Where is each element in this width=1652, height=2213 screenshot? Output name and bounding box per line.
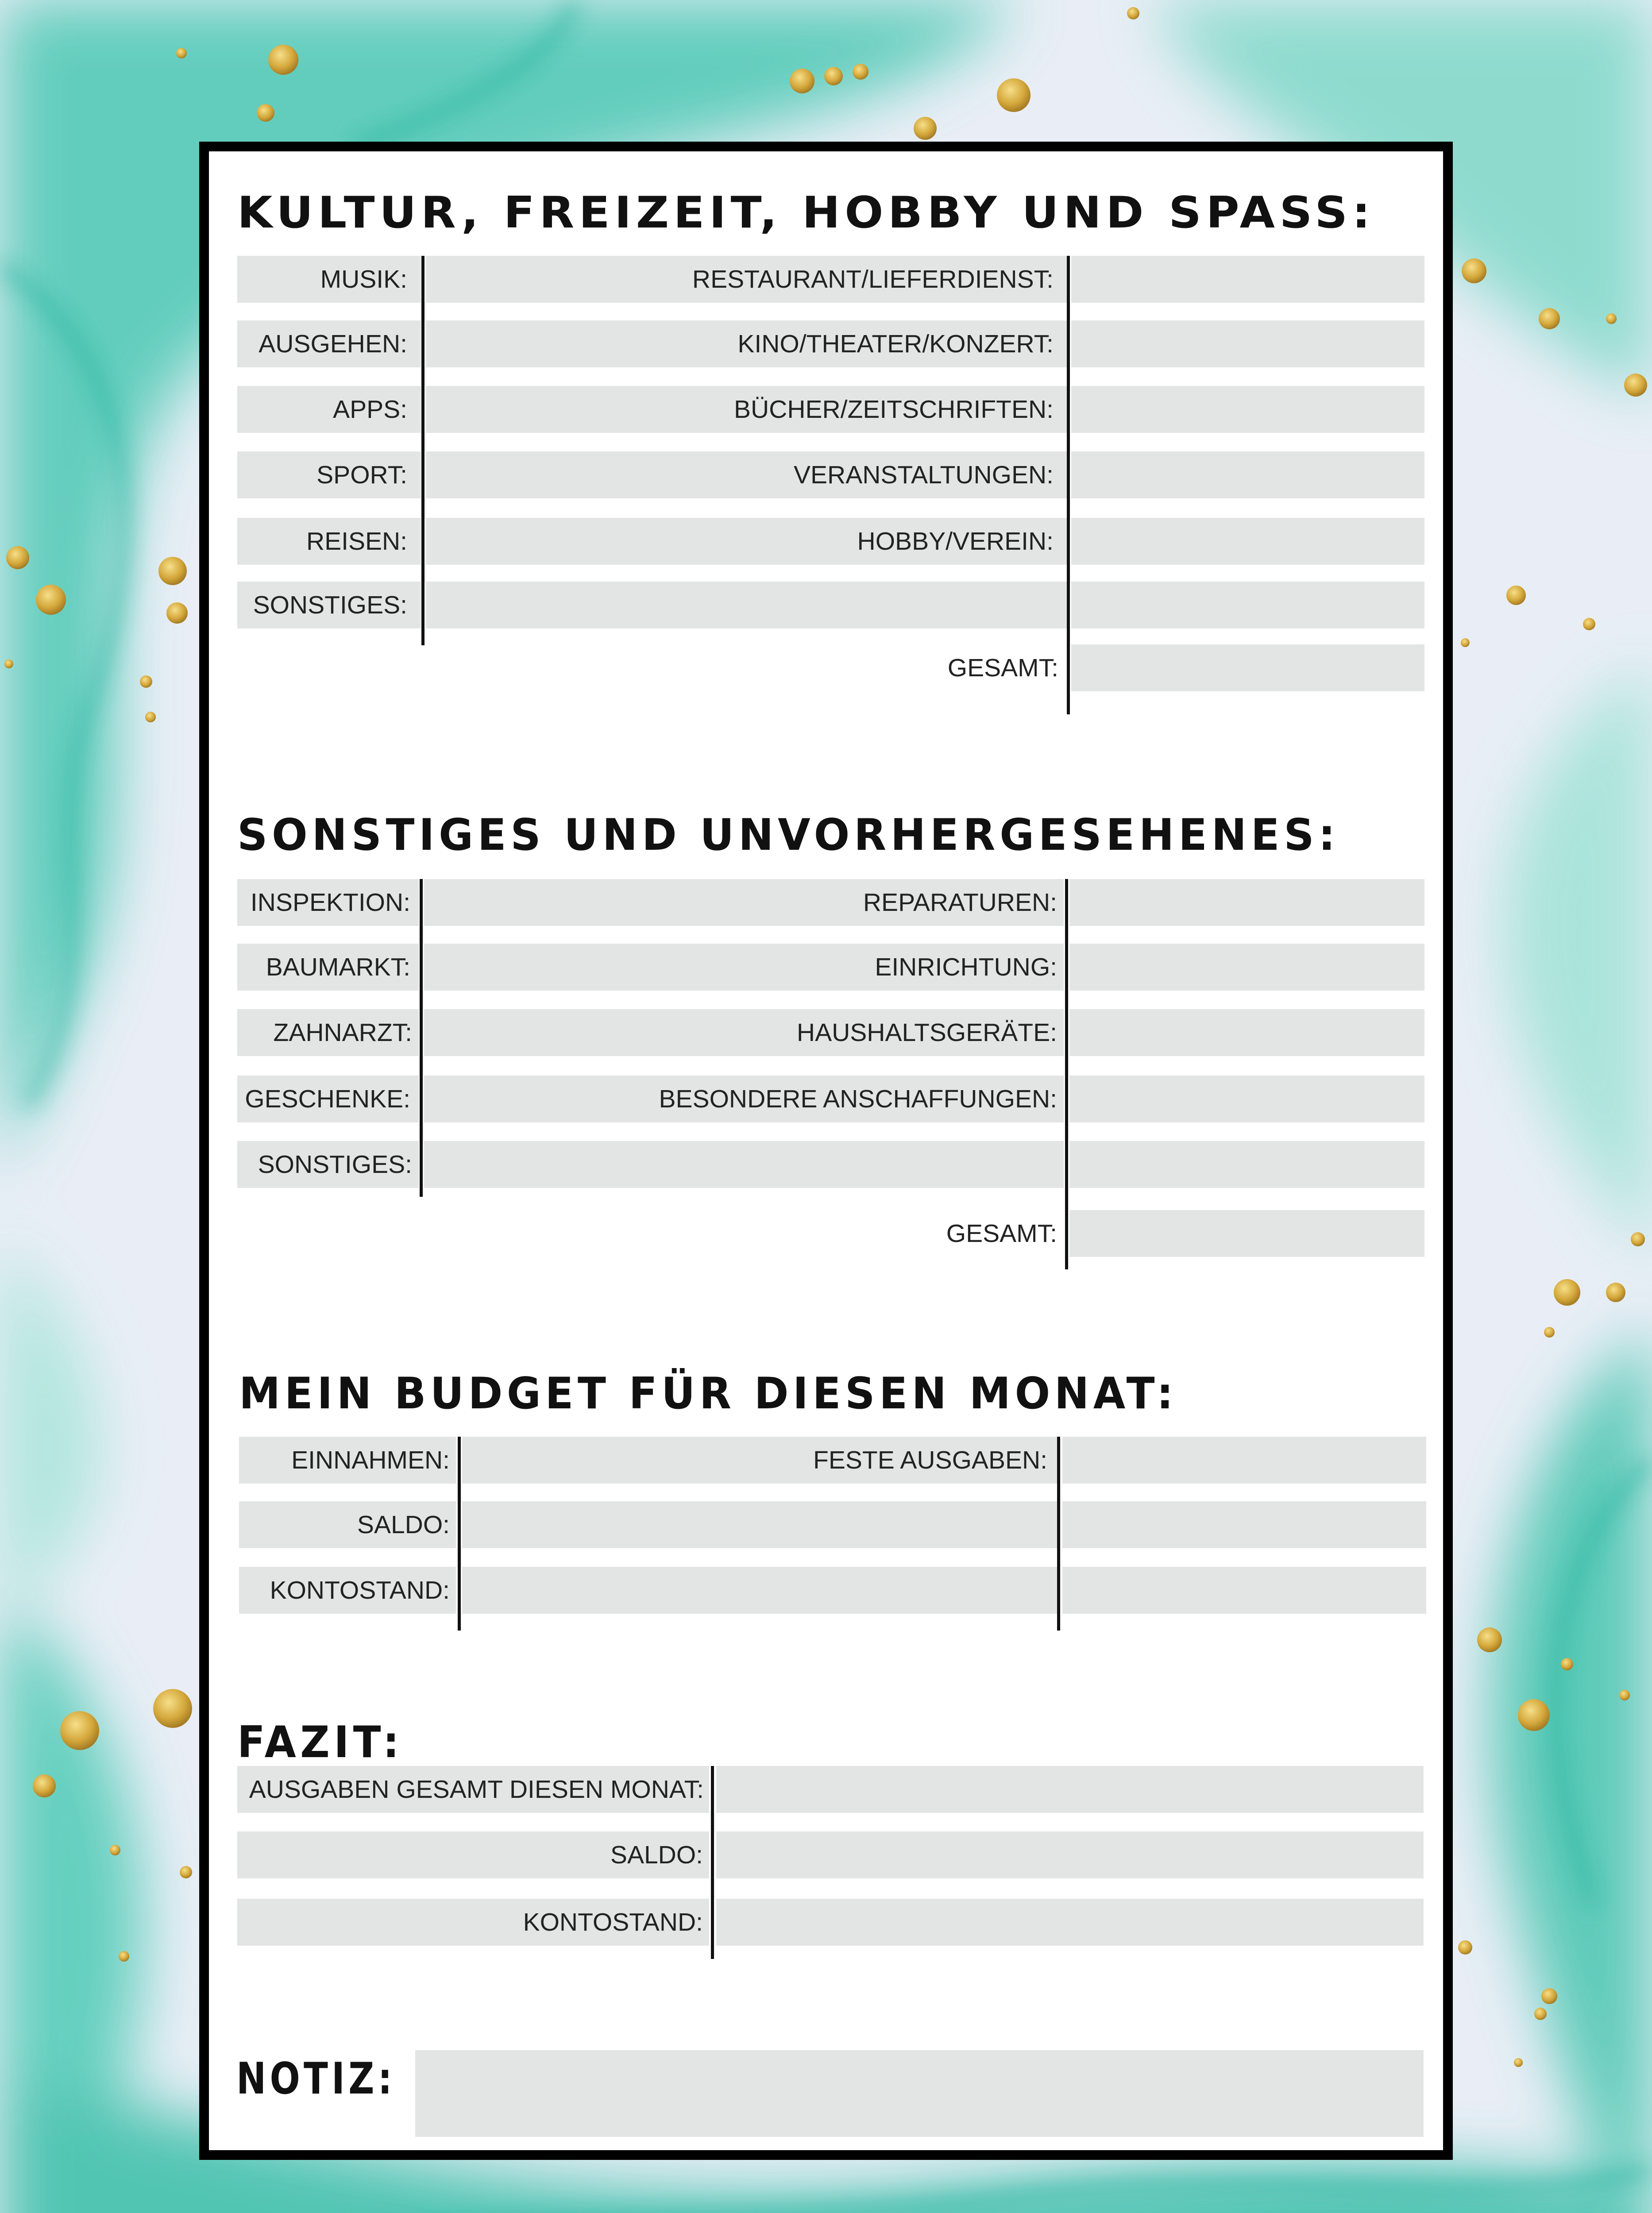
sonstiges-label-reparaturen: REPARATUREN: bbox=[863, 879, 1057, 926]
kultur-label-buecher: BÜCHER/ZEITSCHRIFTEN: bbox=[734, 386, 1054, 433]
kultur-label-ausgehen: AUSGEHEN: bbox=[259, 320, 407, 367]
sonstiges-label-einrichtung: EINRICHTUNG: bbox=[875, 944, 1057, 991]
kultur-label-restaurant: RESTAURANT/LIEFERDIENST: bbox=[692, 256, 1054, 303]
sonstiges-label-gesamt: GESAMT: bbox=[946, 1210, 1057, 1257]
sonstiges-label-baumarkt: BAUMARKT: bbox=[266, 944, 410, 991]
sonstiges-label-sonstiges: SONSTIGES: bbox=[258, 1141, 412, 1188]
kultur-label-gesamt: GESAMT: bbox=[948, 644, 1058, 691]
kultur-label-sonstiges: SONSTIGES: bbox=[253, 582, 407, 628]
section-title-sonstiges: SONSTIGES UND UNVORHERGESEHENES: bbox=[237, 810, 1339, 860]
section-title-kultur: KULTUR, FREIZEIT, HOBBY UND SPASS: bbox=[237, 188, 1375, 238]
section-title-fazit: FAZIT: bbox=[237, 1717, 403, 1768]
kultur-label-musik: MUSIK: bbox=[320, 256, 407, 303]
sonstiges-label-haushaltsgeraete: HAUSHALTSGERÄTE: bbox=[797, 1009, 1057, 1056]
fazit-label-ausgaben: AUSGABEN GESAMT DIESEN MONAT: bbox=[249, 1766, 704, 1813]
kultur-label-sport: SPORT: bbox=[317, 451, 407, 498]
kultur-label-hobby: HOBBY/VEREIN: bbox=[857, 518, 1054, 565]
kultur-label-kino: KINO/THEATER/KONZERT: bbox=[737, 320, 1054, 367]
budget-label-feste-ausgaben: FESTE AUSGABEN: bbox=[813, 1437, 1047, 1484]
budget-label-saldo: SALDO: bbox=[357, 1501, 450, 1548]
section-title-budget: MEIN BUDGET FÜR DIESEN MONAT: bbox=[239, 1369, 1177, 1419]
budget-label-kontostand: KONTOSTAND: bbox=[270, 1567, 450, 1614]
sonstiges-label-geschenke: GESCHENKE: bbox=[245, 1076, 410, 1122]
fazit-label-saldo: SALDO: bbox=[610, 1831, 703, 1878]
sonstiges-label-zahnarzt: ZAHNARZT: bbox=[274, 1009, 413, 1056]
sonstiges-label-anschaffungen: BESONDERE ANSCHAFFUNGEN: bbox=[659, 1076, 1057, 1122]
kultur-label-veranstaltungen: VERANSTALTUNGEN: bbox=[794, 451, 1054, 498]
sonstiges-label-inspektion: INSPEKTION: bbox=[251, 879, 410, 926]
budget-label-einnahmen: EINNAHMEN: bbox=[291, 1437, 450, 1484]
kultur-label-reisen: REISEN: bbox=[306, 518, 407, 565]
fazit-label-kontostand: KONTOSTAND: bbox=[523, 1899, 703, 1946]
section-title-notiz: NOTIZ: bbox=[236, 2054, 396, 2104]
kultur-label-apps: APPS: bbox=[333, 386, 407, 433]
